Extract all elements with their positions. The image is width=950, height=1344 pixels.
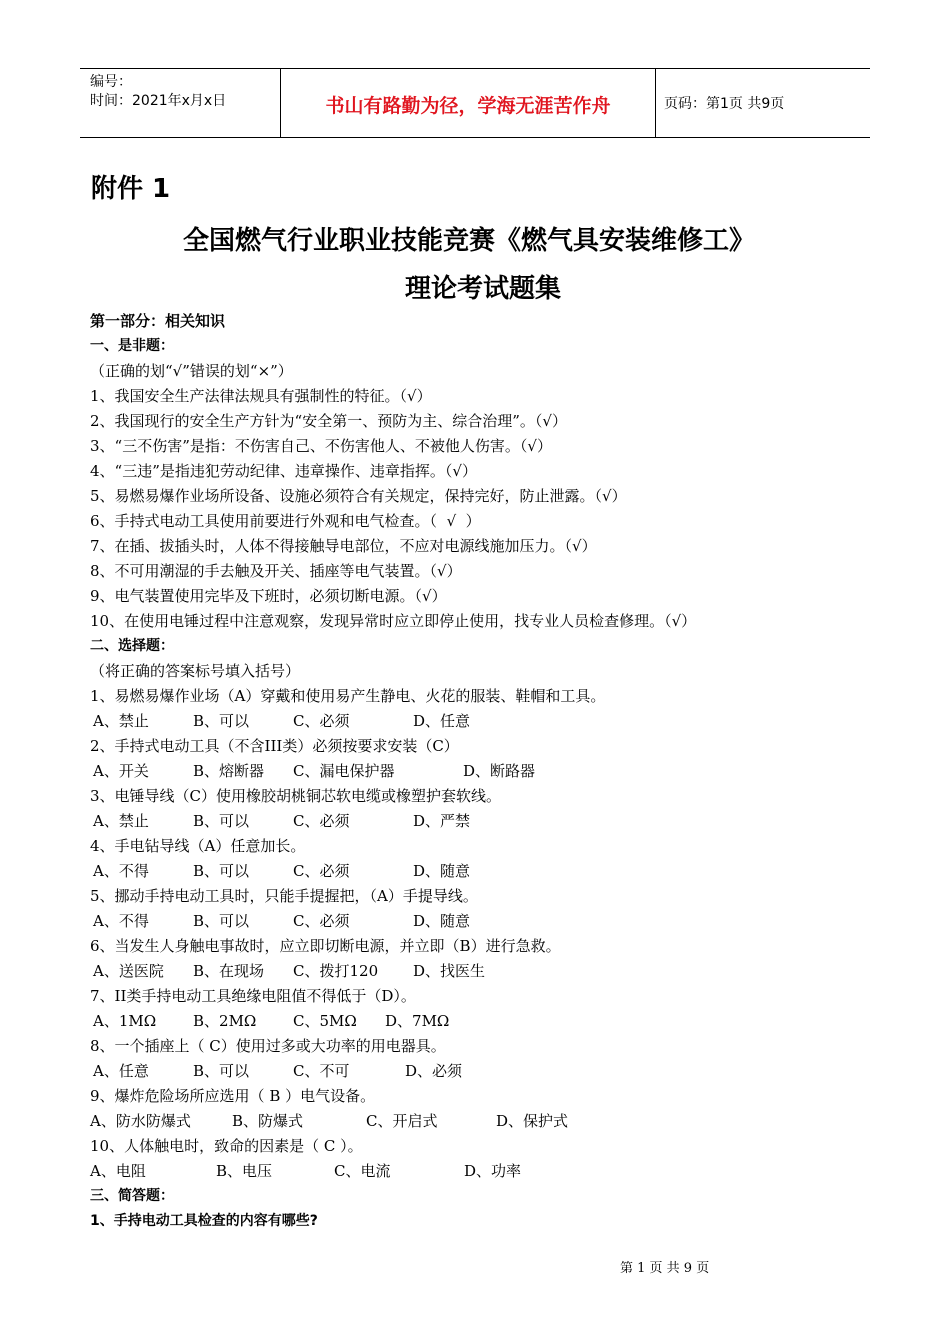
document-title: 全国燃气行业职业技能竞赛《燃气具安装维修工》 (182, 226, 755, 256)
option: B、在现场 (193, 962, 265, 980)
list-item: 10、在使用电锤过程中注意观察，发现异常时应立即停止使用，找专业人员检查修理。（√） (90, 612, 697, 630)
question: 3、电锤导线（C）使用橡胶胡桃铜芯软电缆或橡塑护套软线。 (90, 787, 502, 805)
options-row (90, 759, 890, 784)
option: B、电压 (216, 1162, 273, 1180)
question: 4、手电钻导线（A）任意加长。 (90, 837, 306, 855)
option: A、不得 (93, 862, 149, 880)
page-footer: 第 1 页 共 9 页 (620, 1261, 710, 1276)
option: C、拨打120 (293, 962, 379, 980)
option: D、严禁 (413, 812, 471, 830)
option: A、1MΩ (93, 1012, 157, 1030)
choice-list (90, 684, 890, 1184)
option: B、熔断器 (193, 762, 265, 780)
date-label: 时间：2021年x月x日 (90, 93, 227, 109)
option: B、防爆式 (232, 1112, 304, 1130)
option: C、必须 (293, 912, 350, 930)
option: C、5MΩ (293, 1012, 357, 1030)
list-item: 3、“三不伤害”是指：不伤害自己、不伤害他人、不被他人伤害。（√） (90, 437, 552, 455)
section-heading-true-false: 一、是非题： (90, 338, 174, 354)
part-heading: 第一部分：相关知识 (90, 312, 226, 330)
option: C、电流 (334, 1162, 391, 1180)
options-row (90, 1009, 890, 1034)
option: D、任意 (413, 712, 471, 730)
option: A、禁止 (93, 712, 149, 730)
option: C、必须 (293, 812, 350, 830)
option: A、电阻 (90, 1162, 146, 1180)
options-row (90, 1059, 890, 1084)
option: B、可以 (193, 712, 250, 730)
options-row (90, 1109, 890, 1134)
list-item: 8、不可用潮湿的手去触及开关、插座等电气装置。（√） (90, 562, 462, 580)
list-item: 9、电气装置使用完毕及下班时，必须切断电源。（√） (90, 587, 447, 605)
question: 10、人体触电时，致命的因素是（ C ）。 (90, 1137, 363, 1155)
option: A、防水防爆式 (90, 1112, 191, 1130)
question: 2、手持式电动工具（不含III类）必须按要求安装（C） (90, 737, 459, 755)
number-label: 编号： (90, 74, 132, 90)
list-item: 5、易燃易爆作业场所设备、设施必须符合有关规定，保持完好，防止泄露。（√） (90, 487, 627, 505)
section-heading-choice: 二、选择题： (90, 638, 174, 654)
option: C、漏电保护器 (293, 762, 395, 780)
option: C、不可 (293, 1062, 350, 1080)
option: D、必须 (405, 1062, 463, 1080)
question: 7、II类手持电动工具绝缘电阻值不得低于（D）。 (90, 987, 416, 1005)
option: B、可以 (193, 1062, 250, 1080)
section-note: （正确的划“√”错误的划“×”） (90, 362, 293, 380)
option: D、随意 (413, 912, 471, 930)
annex-label: 附件 1 (91, 174, 171, 204)
options-row (90, 809, 890, 834)
header-page-info: 页码：第1页 共9页 (664, 96, 785, 112)
option: D、找医生 (413, 962, 486, 980)
header-meta (80, 69, 280, 137)
header-motto-cell (280, 69, 656, 137)
question: 1、易燃易爆作业场（A）穿戴和使用易产生静电、火花的服装、鞋帽和工具。 (90, 687, 606, 705)
options-row (90, 709, 890, 734)
section-note: （将正确的答案标号填入括号） (90, 662, 301, 680)
options-row (90, 859, 890, 884)
question: 8、一个插座上（ C）使用过多或大功率的用电器具。 (90, 1037, 446, 1055)
list-item: 4、“三违”是指违犯劳动纪律、违章操作、违章指挥。（√） (90, 462, 477, 480)
option: C、必须 (293, 862, 350, 880)
page-header (80, 68, 870, 138)
header-motto: 书山有路勤为径，学海无涯苦作舟 (325, 95, 611, 117)
option: D、断路器 (463, 762, 536, 780)
question: 9、爆炸危险场所应选用（ B ）电气设备。 (90, 1087, 376, 1105)
option: D、随意 (413, 862, 471, 880)
section-heading-short-answer: 三、简答题： (90, 1188, 174, 1204)
list-item: 6、手持式电动工具使用前要进行外观和电气检查。（ √ ） (90, 512, 481, 530)
question: 5、挪动手持电动工具时，只能手提握把，（A）手提导线。 (90, 887, 478, 905)
list-item: 1、我国安全生产法律法规具有强制性的特征。（√） (90, 387, 432, 405)
option: B、可以 (193, 862, 250, 880)
short-answer-question: 1、手持电动工具检查的内容有哪些? (90, 1213, 318, 1229)
question: 6、当发生人身触电事故时，应立即切断电源，并立即（B）进行急救。 (90, 937, 561, 955)
document-subtitle: 理论考试题集 (404, 274, 561, 304)
option: D、功率 (464, 1162, 522, 1180)
option: C、开启式 (366, 1112, 438, 1130)
list-item: 7、在插、拔插头时，人体不得接触导电部位，不应对电源线施加压力。（√） (90, 537, 597, 555)
true-false-list (90, 384, 890, 634)
option: A、不得 (93, 912, 149, 930)
list-item: 2、我国现行的安全生产方针为“安全第一、预防为主、综合治理”。（√） (90, 412, 567, 430)
options-row (90, 959, 890, 984)
option: C、必须 (293, 712, 350, 730)
option: B、2MΩ (193, 1012, 257, 1030)
options-row (90, 1159, 890, 1184)
option: B、可以 (193, 812, 250, 830)
option: A、送医院 (93, 962, 164, 980)
document-body (90, 309, 890, 1234)
option: B、可以 (193, 912, 250, 930)
option: D、7MΩ (385, 1012, 450, 1030)
options-row (90, 909, 890, 934)
option: A、开关 (93, 762, 149, 780)
option: A、任意 (93, 1062, 149, 1080)
option: A、禁止 (93, 812, 149, 830)
option: D、保护式 (496, 1112, 569, 1130)
